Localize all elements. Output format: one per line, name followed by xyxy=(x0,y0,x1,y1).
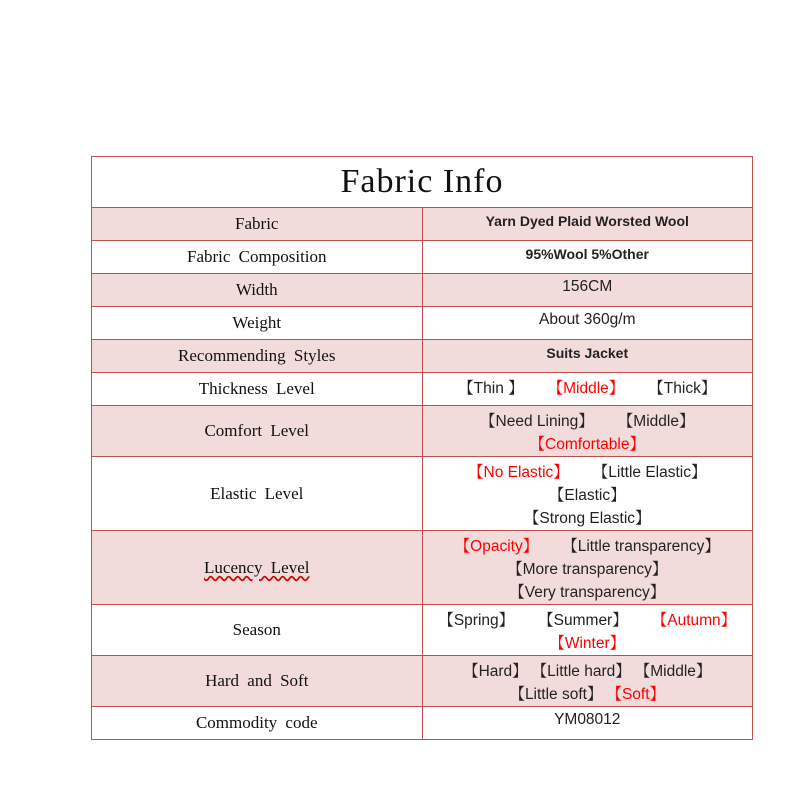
option-comfortable: 【Comfortable】 xyxy=(529,436,645,453)
row-label: Comfort Level xyxy=(92,406,423,457)
title-row xyxy=(92,157,753,208)
row-fabric-composition xyxy=(92,241,753,274)
option-middle: 【Middle】 xyxy=(547,380,625,397)
row-value: Suits Jacket xyxy=(422,340,753,373)
row-season xyxy=(92,605,753,656)
option-list xyxy=(422,373,753,406)
row-fabric xyxy=(92,208,753,241)
row-label: Fabric Composition xyxy=(92,241,423,274)
option-winter: 【Winter】 xyxy=(549,635,626,652)
option-list xyxy=(422,656,753,707)
row-weight xyxy=(92,307,753,340)
option-more-transparency: 【More transparency】 xyxy=(507,561,668,578)
row-label: Width xyxy=(92,274,423,307)
option-middle: 【Middle】 xyxy=(617,413,695,430)
option-list xyxy=(422,457,753,531)
table-title: Fabric Info xyxy=(92,157,753,208)
option-need-lining: 【Need Lining】 xyxy=(480,413,594,430)
option-little-soft: 【Little soft】 xyxy=(509,686,603,703)
option-very-transparency: 【Very transparency】 xyxy=(509,584,666,601)
row-thickness-level xyxy=(92,373,753,406)
option-summer: 【Summer】 xyxy=(538,612,628,629)
row-label: Commodity code xyxy=(92,707,423,740)
option-spring: 【Spring】 xyxy=(438,612,515,629)
row-label: Weight xyxy=(92,307,423,340)
row-label: Fabric xyxy=(92,208,423,241)
row-hard-and-soft xyxy=(92,656,753,707)
option-no-elastic: 【No Elastic】 xyxy=(468,464,569,481)
option-thin: 【Thin 】 xyxy=(458,380,524,397)
option-hard: 【Hard】 xyxy=(463,663,528,680)
option-little-hard: 【Little hard】 xyxy=(531,663,631,680)
row-commodity-code xyxy=(92,707,753,740)
row-value: Yarn Dyed Plaid Worsted Wool xyxy=(422,208,753,241)
row-value: 156CM xyxy=(422,274,753,307)
option-opacity: 【Opacity】 xyxy=(454,538,539,555)
option-line xyxy=(423,558,753,604)
option-little-elastic: 【Little Elastic】 xyxy=(592,464,707,481)
fabric-info-table xyxy=(91,156,753,740)
option-autumn: 【Autumn】 xyxy=(651,612,737,629)
option-thick: 【Thick】 xyxy=(648,380,717,397)
option-list xyxy=(422,531,753,605)
row-label: Elastic Level xyxy=(92,457,423,531)
option-list xyxy=(422,605,753,656)
row-label: Season xyxy=(92,605,423,656)
row-label-text: Lucency Level xyxy=(204,557,310,577)
option-line xyxy=(423,535,753,558)
row-lucency-level xyxy=(92,531,753,605)
option-line xyxy=(423,461,753,507)
row-label: Thickness Level xyxy=(92,373,423,406)
row-comfort-level xyxy=(92,406,753,457)
row-label: Recommending Styles xyxy=(92,340,423,373)
row-width xyxy=(92,274,753,307)
row-recommending-styles xyxy=(92,340,753,373)
row-value: 95%Wool 5%Other xyxy=(422,241,753,274)
option-list xyxy=(422,406,753,457)
option-line xyxy=(423,507,753,530)
row-label: Hard and Soft xyxy=(92,656,423,707)
option-elastic: 【Elastic】 xyxy=(548,487,626,504)
row-value: About 360g/m xyxy=(422,307,753,340)
option-soft: 【Soft】 xyxy=(606,686,666,703)
row-value: YM08012 xyxy=(422,707,753,740)
row-label xyxy=(92,531,423,605)
option-middle: 【Middle】 xyxy=(634,663,712,680)
option-little-transparency: 【Little transparency】 xyxy=(562,538,720,555)
row-elastic-level xyxy=(92,457,753,531)
option-strong-elastic: 【Strong Elastic】 xyxy=(523,510,651,527)
